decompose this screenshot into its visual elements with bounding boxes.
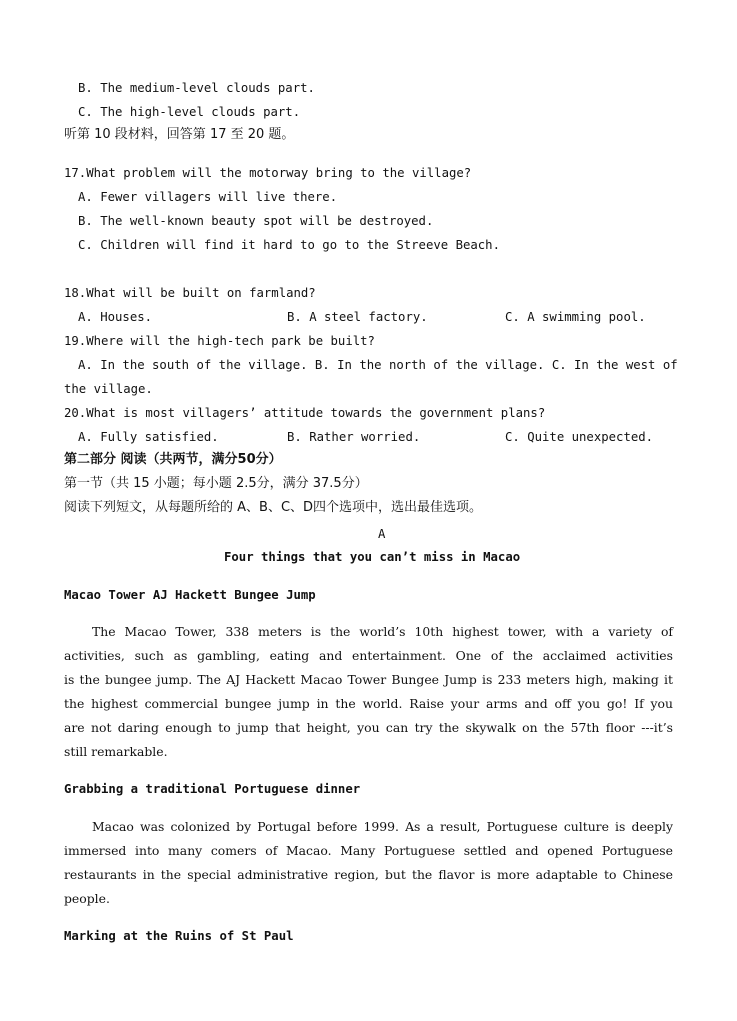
paragraph-line: still remarkable. [64,744,168,759]
paragraph-line: is the bungee jump. The AJ Hackett Macao Tower Bungee Jump is 233 meters high, making it [64,672,673,687]
q17-stem: 17.What problem will the motorway bring to the village? [64,166,472,180]
paragraph-line: immersed into many comers of Macao. Many Portuguese settled and opened Portuguese [64,843,673,858]
paragraph-line: restaurants in the special administrative region, but the flavor is more adaptable to Chinese [64,867,673,882]
part2-heading: 第二部分 阅读（共两节，满分50分） [64,452,282,467]
passage-title: Four things that you can’t miss in Macao [224,550,521,564]
q20-option-b: B. Rather worried. [287,430,421,444]
paragraph-line: the highest commercial bungee jump in the world. Raise your arms and off you go! If you [64,696,673,711]
q17-option-c: C. Children will find it hard to go to the Streeve Beach. [78,238,500,252]
q18-option-c: C. A swimming pool. [505,310,646,324]
section-heading-portuguese-dinner: Grabbing a traditional Portuguese dinner [64,782,361,796]
paragraph-line: Macao was colonized by Portugal before 1999. As a result, Portuguese culture is deeply [92,819,673,834]
q17-option-a: A. Fewer villagers will live there. [78,190,338,204]
q20-option-c: C. Quite unexpected. [505,430,654,444]
q18-option-b: B. A steel factory. [287,310,428,324]
section-heading-ruins-st-paul: Marking at the Ruins of St Paul [64,929,294,943]
reading-instruction: 阅读下列短文，从每题所给的 A、B、C、D四个选项中，选出最佳选项。 [64,500,483,515]
q16-option-b: B. The medium-level clouds part. [78,81,315,95]
passage-label: A [378,527,386,541]
section1-heading: 第一节（共 15 小题；每小题 2.5分，满分 37.5分） [64,476,368,491]
paragraph-line: activities, such as gambling, eating and entertainment. One of the acclaimed activities [64,648,673,663]
q19-stem: 19.Where will the high-tech park be built? [64,334,375,348]
q18-stem: 18.What will be built on farmland? [64,286,316,300]
paragraph-line: people. [64,891,110,906]
q17-option-b: B. The well-known beauty spot will be destroyed. [78,214,434,228]
q19-options-line2: the village. [64,382,153,396]
paragraph-line: The Macao Tower, 338 meters is the world’s 10th highest tower, with a variety of [92,624,673,639]
q19-options-line1: A. In the south of the village. B. In the north of the village. C. In the west of [78,358,678,372]
q20-option-a: A. Fully satisfied. [78,430,219,444]
q18-option-a: A. Houses. [78,310,153,324]
q20-stem: 20.What is most villagers’ attitude towards the government plans? [64,406,546,420]
section-heading-macao-tower: Macao Tower AJ Hackett Bungee Jump [64,588,316,602]
paragraph-line: are not daring enough to jump that height, you can try the skywalk on the 57th floor ---it’s [64,720,673,735]
listening-instruction: 听第 10 段材料，回答第 17 至 20 题。 [64,127,295,142]
q16-option-c: C. The high-level clouds part. [78,105,301,119]
